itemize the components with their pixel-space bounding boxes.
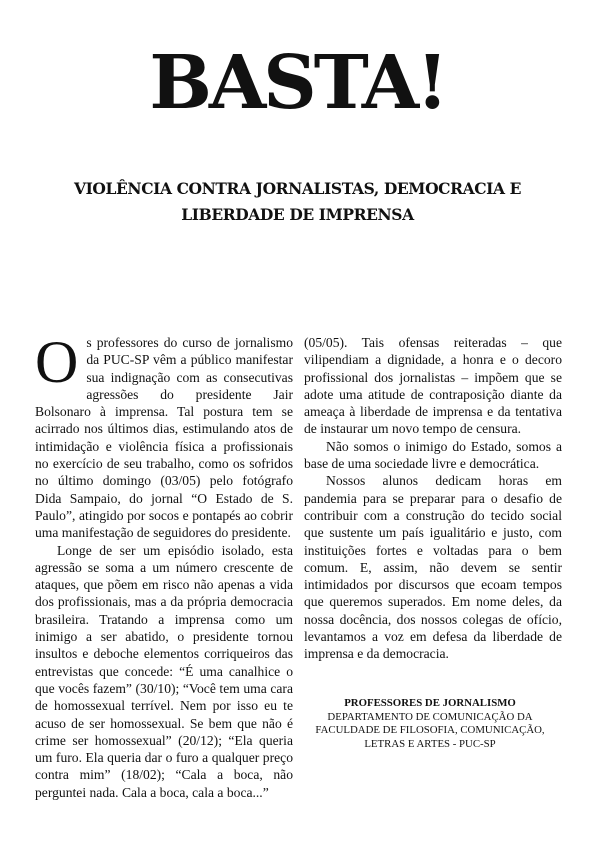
paragraph-4: Nossos alunos dedicam horas em pandemia para se preparar para o desafio de contribuir com a construção do tecido social que sustente um país igualitário e justo, com instituições fortes e voltadas para o bem comum. E, assim, não devem se sentir intimidados por discursos que ecoam tempos que queremos superados. Em nome deles, da nossa docência, dos nossos colegas de ofício, levantamos a voz em defesa da liberdade de imprensa e da democracia. — [304, 473, 562, 662]
signature-line-2: FACULDADE DE FILOSOFIA, COMUNICAÇÃO, — [315, 724, 545, 737]
paragraph-1-text: s professores do curso de jornalismo da PUC-SP vêm a público manifestar sua indignação com as consecutivas agressões do presidente Jair Bolsonaro à imprensa. Tal postura tem se acirrado nos últimos dias, estimulando atos de intimidação e violência física a profissionais no exercício de seu trabalho, como os sofridos no último domingo (03/05) pelo fotógrafo Dida Sampaio, do jornal “O Estado de S. Paulo”, atingido por socos e pontapés ao cobrir uma manifestação de seguidores do presidente. — [35, 335, 293, 541]
drop-cap: O — [35, 329, 79, 395]
headline: BASTA! — [149, 40, 446, 126]
signature-name: PROFESSORES DE JORNALISMO — [344, 697, 516, 709]
signature-line-3: LETRAS E ARTES - PUC-SP — [364, 737, 496, 750]
paragraph-2: Longe de ser um episódio isolado, esta agressão se soma a um número crescente de ataques, que põem em risco não apenas a vida dos profissionais, mas a da própria democracia brasileira. Tratando a imprensa como um inimigo a ser abatido, o presidente tornou insultos e deboche elementos corriqueiros das entrevistas que concede: “É uma canalhice o que vocês fazem” (30/10); “Você tem uma cara de homossexual terrível. Nem por isso eu te acuso de ser homossexual. Se bem que não é crime ser homossexual” (20/12); “Ela queria um furo. Ela queria dar o furo a qualquer preço contra mim” (18/02); “Cala a boca, não perguntei nada. Cala a boca, cala a boca...” — [35, 542, 293, 800]
paragraph-1 — [35, 329, 293, 542]
signature-line-1: DEPARTAMENTO DE COMUNICAÇÃO DA — [327, 710, 533, 723]
subtitle-line-2: LIBERDADE DE IMPRENSA — [181, 205, 414, 224]
subtitle-line-1: VIOLÊNCIA CONTRA JORNALISTAS, DEMOCRACIA E — [73, 179, 522, 198]
article-column-right — [304, 334, 562, 663]
paragraph-3: Não somos o inimigo do Estado, somos a base de uma sociedade livre e democrática. — [304, 438, 562, 472]
article-column-left — [35, 329, 293, 801]
paragraph-2-continued: (05/05). Tais ofensas reiteradas – que vilipendiam a dignidade, a honra e o decoro profissional dos jornalistas – impõem que se adote uma atitude de contraposição diante da ameaça à liberdade de imprensa e da tentativa de instaurar um novo tempo de censura. — [304, 335, 562, 437]
signature-block — [300, 697, 560, 751]
subtitle — [20, 176, 575, 228]
